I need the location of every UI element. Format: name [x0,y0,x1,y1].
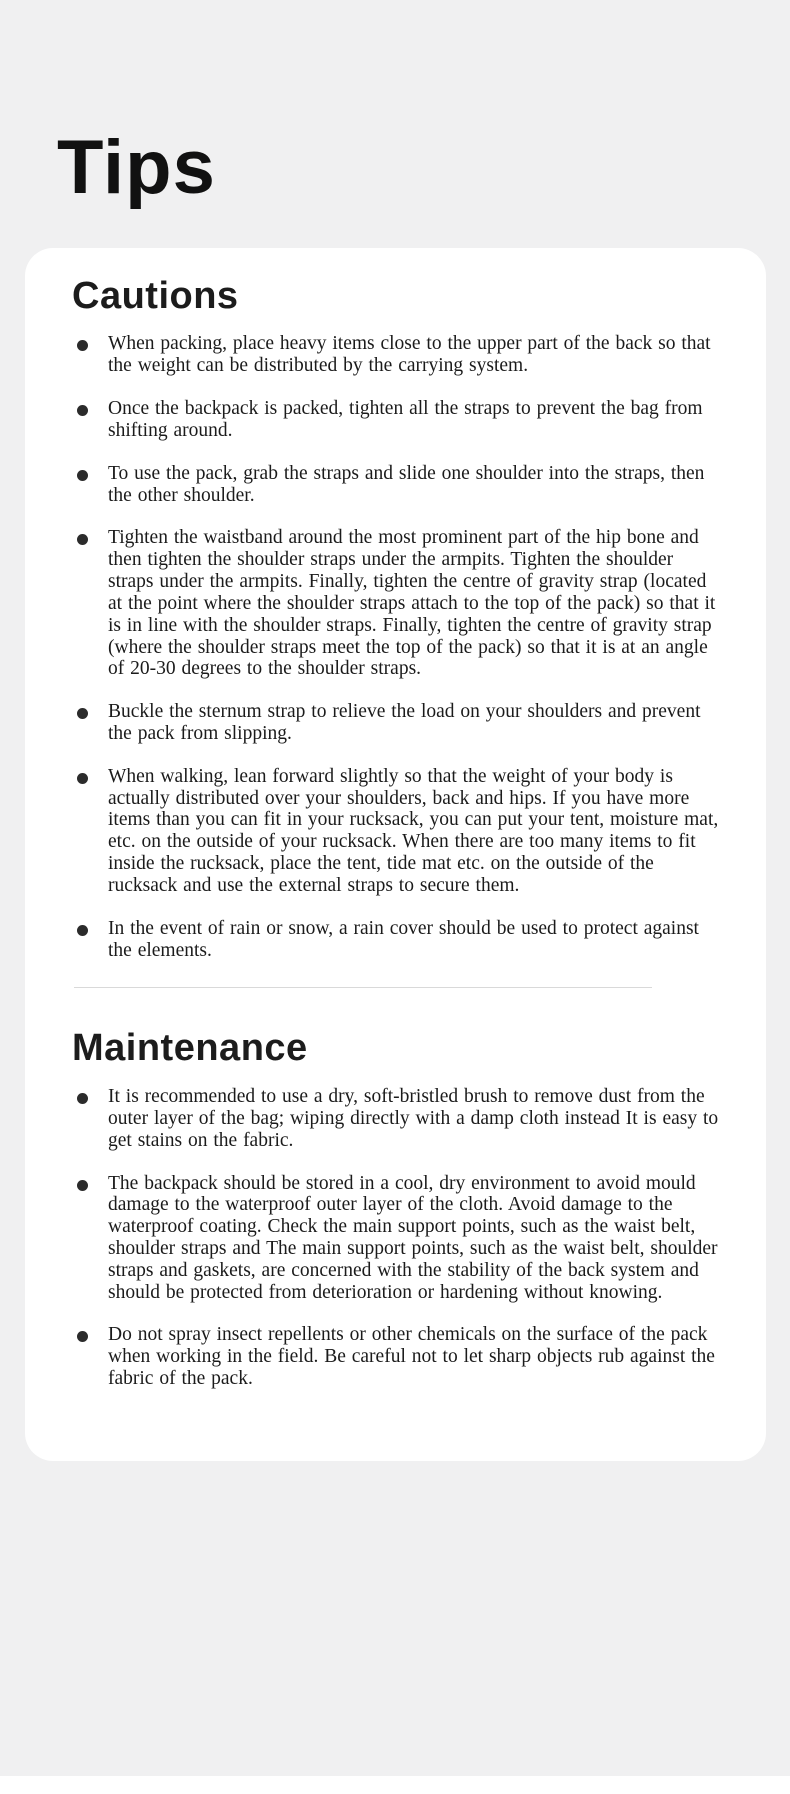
bullet-text: When walking, lean forward slightly so that the weight of your body is actually distributed over your shoulders, back and hips. If you have more items than you can fit in your rucksack, you can put your tent, moisture mat, etc. on the outside of your rucksack. When there are too many items to fit inside the rucksack, place the tent, tide mat etc. on the outside of the rucksack and use the external straps to secure them. [108,765,719,896]
list-item [72,918,722,962]
bullet-icon [77,405,88,416]
list-item [72,463,722,507]
bullet-text: Once the backpack is packed, tighten all the straps to prevent the bag from shifting around. [108,398,703,441]
bullet-icon [77,1093,88,1104]
section [72,274,722,962]
bullet-icon [77,1331,88,1342]
bullet-text: In the event of rain or snow, a rain cover should be used to protect against the elements. [108,917,699,961]
list-item [72,1324,722,1389]
bullet-icon [77,1180,88,1191]
bullet-text: Buckle the sternum strap to relieve the load on your shoulders and prevent the pack from slipping. [108,701,701,744]
bullet-list [72,333,722,961]
bullet-icon [77,708,88,719]
list-item [72,766,722,897]
bullet-text: To use the pack, grab the straps and slide one shoulder into the straps, then the other shoulder. [108,462,705,506]
list-item [72,333,722,377]
section-heading-maintenance: Maintenance [72,1027,308,1070]
bullet-icon [77,925,88,936]
tips-card [25,248,766,1461]
list-item [72,701,722,745]
bullet-text: Tighten the waistband around the most prominent part of the hip bone and then tighten the shoulder straps under the armpits. Tighten the shoulder straps under the armpits. Finally, tighten the centre of gravity strap (located at the point where the shoulder straps attach to the top of the pack) so that it is in line with the shoulder straps. Finally, tighten the centre of gravity strap (where the shoulder straps meet the top of the pack) so that it is at an angle of 20-30 degrees to the shoulder straps. [108,527,716,680]
bullet-list [72,1086,722,1390]
bullet-text: It is recommended to use a dry, soft-bristled brush to remove dust from the outer layer of the bag; wiping directly with a damp cloth instead It is easy to get stains on the fabric. [108,1086,719,1151]
bullet-icon [77,340,88,351]
list-item [72,398,722,442]
bullet-text: The backpack should be stored in a cool, dry environment to avoid mould damage to the waterproof outer layer of the cloth. Avoid damage to the waterproof coating. Check the main support points, such as the waist belt, shoulder straps and The main support points, such as the waist belt, shoulder straps and gaskets, are concerned with the stability of the back system and should be protected from deterioration or hardening without knowing. [108,1172,718,1303]
section-heading-cautions: Cautions [72,274,239,317]
bullet-icon [77,773,88,784]
bullet-icon [77,534,88,545]
bullet-text: When packing, place heavy items close to the upper part of the back so that the weight can be distributed by the carrying system. [108,333,711,377]
list-item [72,1086,722,1151]
bullet-icon [77,470,88,481]
page-title: Tips [57,125,216,210]
list-item [72,527,722,680]
sections [72,274,722,1390]
section-divider [74,987,652,988]
bullet-text: Do not spray insect repellents or other chemicals on the surface of the pack when working in the field. Be careful not to let sharp objects rub against the fabric of the pack. [108,1324,715,1390]
next-section-background [0,1776,790,1794]
list-item [72,1173,722,1304]
section [72,987,722,1390]
